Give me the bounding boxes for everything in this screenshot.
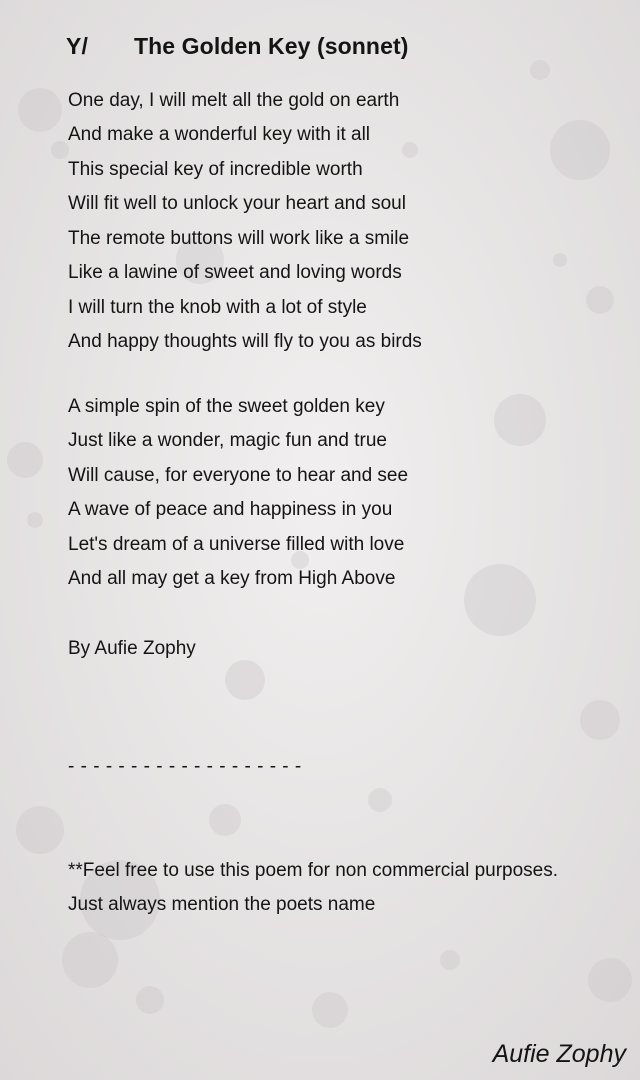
author-signature: Aufie Zophy: [492, 1040, 626, 1068]
poem-line: A simple spin of the sweet golden key: [68, 396, 385, 417]
poem-title: [66, 33, 408, 60]
usage-note: Just always mention the poets name: [68, 894, 376, 915]
poem-line: Like a lawine of sweet and loving words: [68, 262, 402, 283]
usage-note: **Feel free to use this poem for non commercial purposes.: [68, 860, 559, 881]
poem-line: I will turn the knob with a lot of style: [68, 297, 367, 318]
title-text: The Golden Key (sonnet): [134, 33, 409, 59]
poem-line: The remote buttons will work like a smile: [68, 228, 410, 249]
poem-line: One day, I will melt all the gold on earth: [68, 90, 400, 111]
poem-line: Will fit well to unlock your heart and soul: [68, 193, 406, 214]
separator: - - - - - - - - - - - - - - - - - - -: [68, 756, 302, 777]
poem-line: A wave of peace and happiness in you: [68, 499, 393, 520]
poem-line: And happy thoughts will fly to you as birds: [68, 331, 422, 352]
poem-line: And make a wonderful key with it all: [68, 124, 371, 145]
poem-line: Will cause, for everyone to hear and see: [68, 465, 409, 486]
poem-line: Let's dream of a universe filled with love: [68, 534, 405, 555]
poem-line: Just like a wonder, magic fun and true: [68, 430, 387, 451]
byline: By Aufie Zophy: [68, 638, 196, 659]
title-prefix: Y/: [66, 33, 88, 59]
poem-line: And all may get a key from High Above: [68, 568, 396, 589]
poem-line: This special key of incredible worth: [68, 159, 363, 180]
